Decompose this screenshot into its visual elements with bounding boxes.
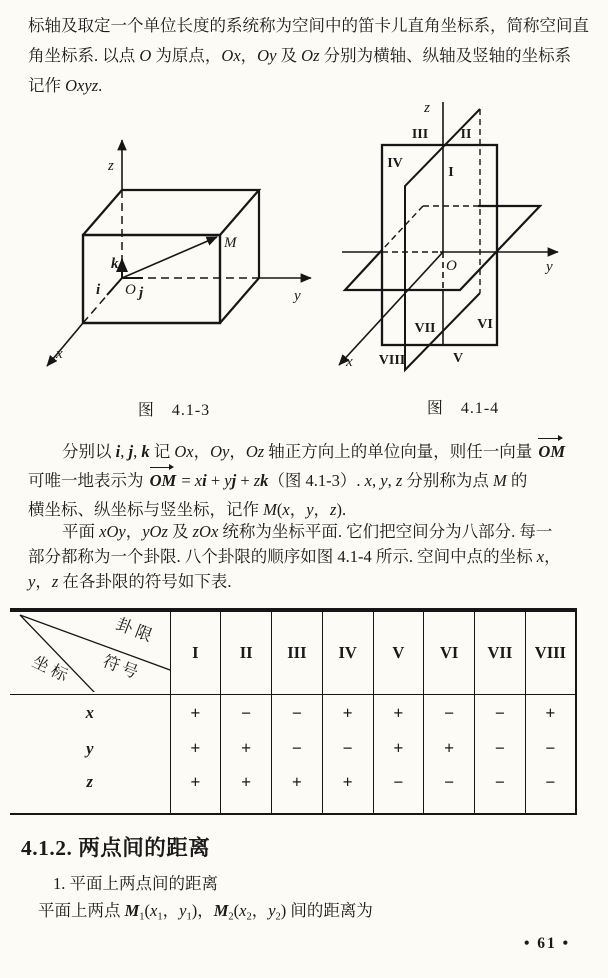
octant-label-8: VIII: [378, 353, 406, 368]
sign-cell: −: [475, 731, 526, 766]
octant-paragraph: [28, 519, 561, 594]
axes-and-vector-om: [47, 140, 311, 366]
sign-cell: −: [475, 766, 526, 814]
origin-label-o: O: [446, 258, 457, 274]
sign-cell: +: [170, 731, 221, 766]
octant-label-3: III: [411, 127, 429, 142]
corner-label-sign: 符号: [100, 651, 144, 684]
row-label: x: [85, 703, 94, 722]
text-line: 横坐标、纵坐标与竖坐标，记作 M(x，y，z).: [28, 500, 347, 519]
octant-column-header: III: [272, 610, 323, 695]
octant-column-header: II: [221, 610, 272, 695]
row-label: y: [86, 738, 94, 758]
text-line: 记作 Oxyz.: [28, 76, 103, 95]
octant-label-5: V: [452, 351, 464, 366]
octant-label-6: VI: [477, 317, 493, 332]
table-row-z: [10, 766, 576, 814]
text-line: 平面上两点 $M_1(x_1$，$y_1$)，$M_2(x_2$，$y_2$) 间的距离为: [38, 901, 373, 923]
figure-caption: 图 4.1-3: [137, 402, 211, 419]
row-label: z: [86, 772, 93, 791]
octant-label-2: II: [460, 127, 472, 142]
table-row-y: [10, 731, 576, 766]
octant-label-1: I: [448, 165, 454, 180]
text-line: 角坐标系. 以点 O 为原点，Ox，Oy 及 Oz 分别为横轴、纵轴及竖轴的坐标系: [28, 46, 572, 65]
x-axis: [47, 323, 83, 366]
sign-cell: −: [424, 695, 475, 732]
octant-column-header: VII: [475, 610, 526, 695]
sign-cell: +: [170, 766, 221, 814]
sign-cell: +: [170, 695, 221, 732]
axis-label-y: y: [546, 259, 553, 275]
corner-label-coord: 坐标: [29, 651, 75, 687]
sign-cell: +: [272, 766, 323, 814]
sign-cell: +: [373, 731, 424, 766]
intro-paragraph: [28, 11, 589, 101]
octant-column-header: I: [170, 610, 221, 695]
sign-cell: +: [322, 766, 373, 814]
text-line: 部分都称为一个卦限. 八个卦限的顺序如图 4.1-4 所示. 空间中点的坐标 x，: [28, 547, 561, 566]
sign-cell: +: [322, 695, 373, 732]
figure-4-1-3-cuboid-diagram: [28, 110, 320, 400]
axis-label-x: x: [346, 354, 353, 370]
section-heading: 4.1.2. 两点间的距离: [21, 836, 211, 860]
sign-cell: −: [322, 731, 373, 766]
octant-column-header: VIII: [525, 610, 576, 695]
sign-cell: −: [475, 695, 526, 732]
text-line: 平面 xOy，yOz 及 zOx 统称为坐标平面. 它们把空间分为八部分. 每一: [62, 522, 553, 541]
octant-sign-table: [10, 608, 577, 815]
sign-cell: −: [272, 731, 323, 766]
origin-label-o: O: [125, 282, 136, 298]
sign-cell: +: [373, 695, 424, 732]
octant-column-header: V: [373, 610, 424, 695]
subsection-heading: 1. 平面上两点间的距离: [53, 874, 218, 893]
figure-caption: 图 4.1-4: [426, 400, 500, 417]
sign-cell: −: [525, 731, 576, 766]
sign-cell: −: [221, 695, 272, 732]
octant-label-7: VII: [414, 321, 436, 336]
sign-cell: −: [373, 766, 424, 814]
page-number: • 61 •: [524, 935, 571, 952]
table-row-x: [10, 695, 576, 732]
axis-label-y: y: [294, 288, 301, 304]
axis-label-x: x: [56, 346, 63, 362]
corner-label-octant: 卦限: [113, 614, 159, 647]
text-line: 标轴及取定一个单位长度的系统称为空间中的笛卡儿直角坐标系，简称空间直: [28, 16, 589, 35]
unit-vector-label-k: k: [111, 256, 119, 272]
sign-cell: +: [221, 731, 272, 766]
unit-vector-paragraph: [28, 437, 566, 524]
point-label-m: M: [224, 235, 237, 251]
octant-column-header: VI: [424, 610, 475, 695]
unit-vector-label-i: i: [96, 282, 101, 298]
octant-label-4: IV: [387, 156, 403, 171]
sign-cell: +: [424, 731, 475, 766]
axis-label-z: z: [424, 100, 430, 116]
sign-cell: +: [525, 695, 576, 732]
axis-label-z: z: [108, 158, 114, 174]
sign-cell: −: [424, 766, 475, 814]
text-line: 可唯一地表示为 OM = xi + yj + zk（图 4.1-3）. x, y, z 分别称为点 M 的: [28, 471, 528, 490]
vector-om-arrow: [122, 237, 217, 278]
distance-formula-intro: [38, 897, 373, 923]
sign-cell: −: [272, 695, 323, 732]
figure-4-1-4-octants-diagram: [318, 98, 608, 398]
text-line: y，z 在各卦限的符号如下表.: [28, 572, 232, 591]
octant-column-header: IV: [322, 610, 373, 695]
sign-cell: −: [525, 766, 576, 814]
unit-vector-label-j: j: [139, 285, 144, 301]
sign-cell: +: [221, 766, 272, 814]
text-line: 分别以 i, j, k 记 Ox，Oy，Oz 轴正方向上的单位向量，则任一向量 OM: [62, 442, 565, 461]
table-corner-cell: [10, 610, 170, 695]
